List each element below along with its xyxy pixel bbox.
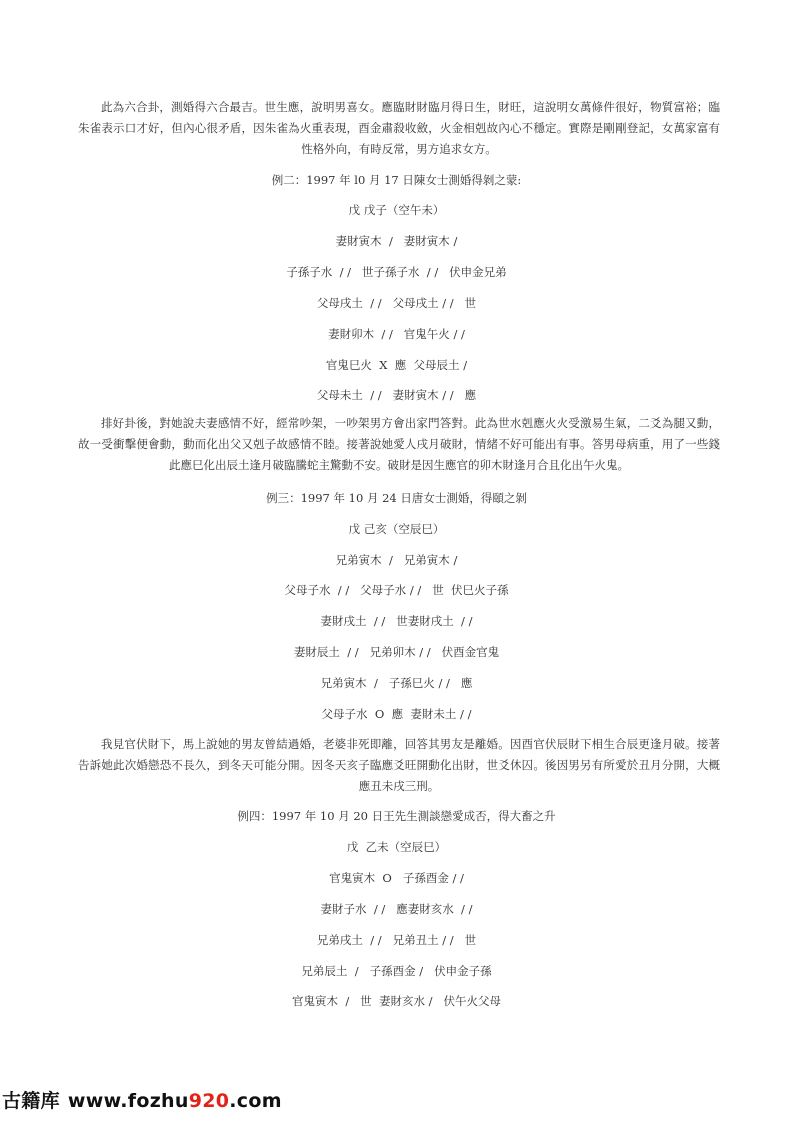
example-3-line-1: 戊 己亥（空辰巳） — [348, 522, 445, 536]
example-2-line-1: 戊 戊子（空午未） — [348, 203, 445, 217]
example-3-line-3: 父母子水 / / 父母子水 / / 世 伏巳火子孫 — [284, 583, 509, 597]
example-2-line-4: 父母戌土 / / 父母戌土 / / 世 — [316, 296, 477, 310]
watermark-url-domain-a: fozhu — [127, 1090, 189, 1112]
example-3-line-4: 妻財戌土 / / 世妻財戌土 / / — [320, 614, 473, 628]
example-4-line-6: 官鬼寅木 / 世 妻財亥水 / 伏午火父母 — [292, 994, 501, 1008]
intro-paragraph: 此為六合卦，測婚得六合最吉。世生應，說明男喜女。應臨財財臨月得日生，財旺，這說明女萬條件很好，物質富裕；臨朱雀表示口才好，但內心很矛盾，因朱雀為火重表現，酉金肅殺收斂，火金相剋故內心不穩定。實際是剛剛登記，女萬家富有性格外向，有時反常，男方追求女方。 — [78, 100, 720, 156]
example-3-line-2: 兄弟寅木 / 兄弟寅木 / — [335, 553, 458, 567]
watermark-url-prefix: www. — [67, 1090, 128, 1112]
example-2-line-6: 官鬼巳火 X 應 父母辰土 / — [325, 358, 468, 372]
example-4-line-5: 兄弟辰土 / 子孫酉金 / 伏申金子孫 — [301, 964, 492, 978]
example-2-line-7: 父母未土 / / 妻財寅木 / / 應 — [316, 388, 477, 402]
example-3-line-6: 兄弟寅木 / 子孫巳火 / / 應 — [320, 676, 473, 690]
example-4-title: 例四：1997 年 10 月 20 日王先生測談戀愛成否，得大畜之升 — [237, 809, 556, 823]
example-3-line-5: 妻財辰土 / / 兄弟卯木 / / 伏酉金官鬼 — [293, 645, 500, 659]
analysis-paragraph-2: 排好卦後，對她說夫妻感情不好，經常吵架，一吵架男方會出家門答對。此為世水剋應火火受激易生氣，二爻為腿又動，故一受衝擊便會動，動而化出父又剋子故感情不睦。接著說她愛人戌月破財，情緒不好可能出有事。答男母病重，用了一些錢此應巳化出辰土逢月破臨騰蛇主驚動不安。破財是因生應官的卯木財逢月合且化出午火鬼。 — [78, 416, 720, 472]
example-4-line-3: 妻財子水 / / 應妻財亥水 / / — [320, 902, 473, 916]
site-watermark — [2, 1086, 282, 1114]
example-4-line-1: 戊 乙未（空辰巳） — [346, 840, 447, 854]
watermark-url-suffix: .com — [229, 1090, 282, 1112]
example-3-line-7: 父母子水 O 應 妻財未土 / / — [321, 707, 472, 721]
watermark-url-domain-b: 920 — [188, 1090, 230, 1112]
example-2-line-2: 妻財寅木 / 妻財寅木 / — [335, 234, 458, 248]
example-2-line-5: 妻財卯木 / / 官鬼午火 / / — [328, 327, 465, 341]
example-3-title: 例三：1997 年 10 月 24 日唐女士測婚，得頤之剝 — [266, 491, 527, 505]
analysis-paragraph-3: 我見官伏財下，馬上說她的男友曾結過婚，老婆非死即離，回答其男友是離婚。因酉官伏辰財下相生合辰更逢月破。接著告訴她此次婚戀恐不長久，到冬天可能分開。因冬天亥子臨應爻旺開動化出財，世爻休囚。後因男另有所愛於丑月分開，大概應丑未戌三刑。 — [78, 737, 720, 793]
watermark-brand: 古籍库 — [2, 1090, 60, 1112]
example-2-line-3: 子孫子水 / / 世子孫子水 / / 伏申金兄弟 — [286, 265, 507, 279]
example-4-line-4: 兄弟戌土 / / 兄弟丑土 / / 世 — [316, 933, 477, 947]
example-4-line-2: 官鬼寅木 O 子孫酉金 / / — [329, 871, 464, 885]
example-2-title: 例二：1997 年 l0 月 17 日陳女士測婚得剝之蒙: — [271, 173, 522, 187]
